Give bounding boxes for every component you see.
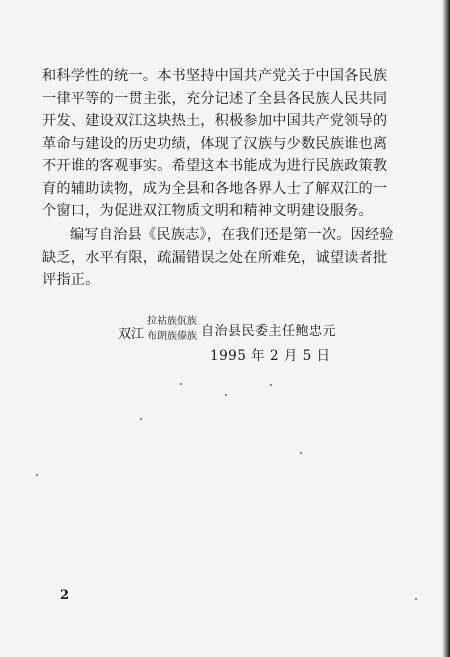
text-line: 个窗口，为促进双江物质文明和精神文明建设服务。 [42,203,373,219]
signature-ethnic-groups [147,314,197,344]
signature-date: 1995 年 2 月 5 日 [210,348,331,364]
signature-block [118,311,336,347]
scan-edge-shadow [442,0,450,657]
signature-ethnic-line-1: 拉祜族佤族 [147,316,198,327]
scan-speck [140,418,142,420]
scan-speck [36,474,38,476]
text-line: 和科学性的统一。本书坚持中国共产党关于中国各民族 [42,68,388,84]
scan-speck [225,394,227,396]
scan-speck [415,598,417,600]
scan-speck [300,452,302,454]
text-line: 缺乏，水平有限，疏漏错误之处在所难免，诚望读者批 [42,249,388,266]
scan-speck [180,383,182,385]
text-line: 评指正。 [42,272,100,288]
text-line: 编写自治县《民族志》，在我们还是第一次。因经验 [70,227,394,243]
signature-place: 双江 [118,326,145,342]
paragraph-1 [42,65,402,223]
scan-speck [270,384,272,386]
text-line: 不开谁的客观事实。希望这本书能成为进行民族政策教 [42,158,388,174]
signature-title: 自治县民委主任鲍忠元 [201,323,337,339]
page-number: 2 [60,588,70,603]
text-line: 育的辅助读物，成为全县和各地各界人士了解双江的一 [42,180,388,197]
signature-ethnic-line-2: 布朗族傣族 [147,331,198,342]
paragraph-2 [42,224,402,292]
text-line: 革命与建设的历史功绩，体现了汉族与少数民族谁也离 [42,135,388,152]
text-line: 一律平等的一贯主张，充分记述了全县各民族人民共同 [42,90,388,107]
text-line: 开发、建设双江这块热土，积极参加中国共产党领导的 [42,113,388,129]
